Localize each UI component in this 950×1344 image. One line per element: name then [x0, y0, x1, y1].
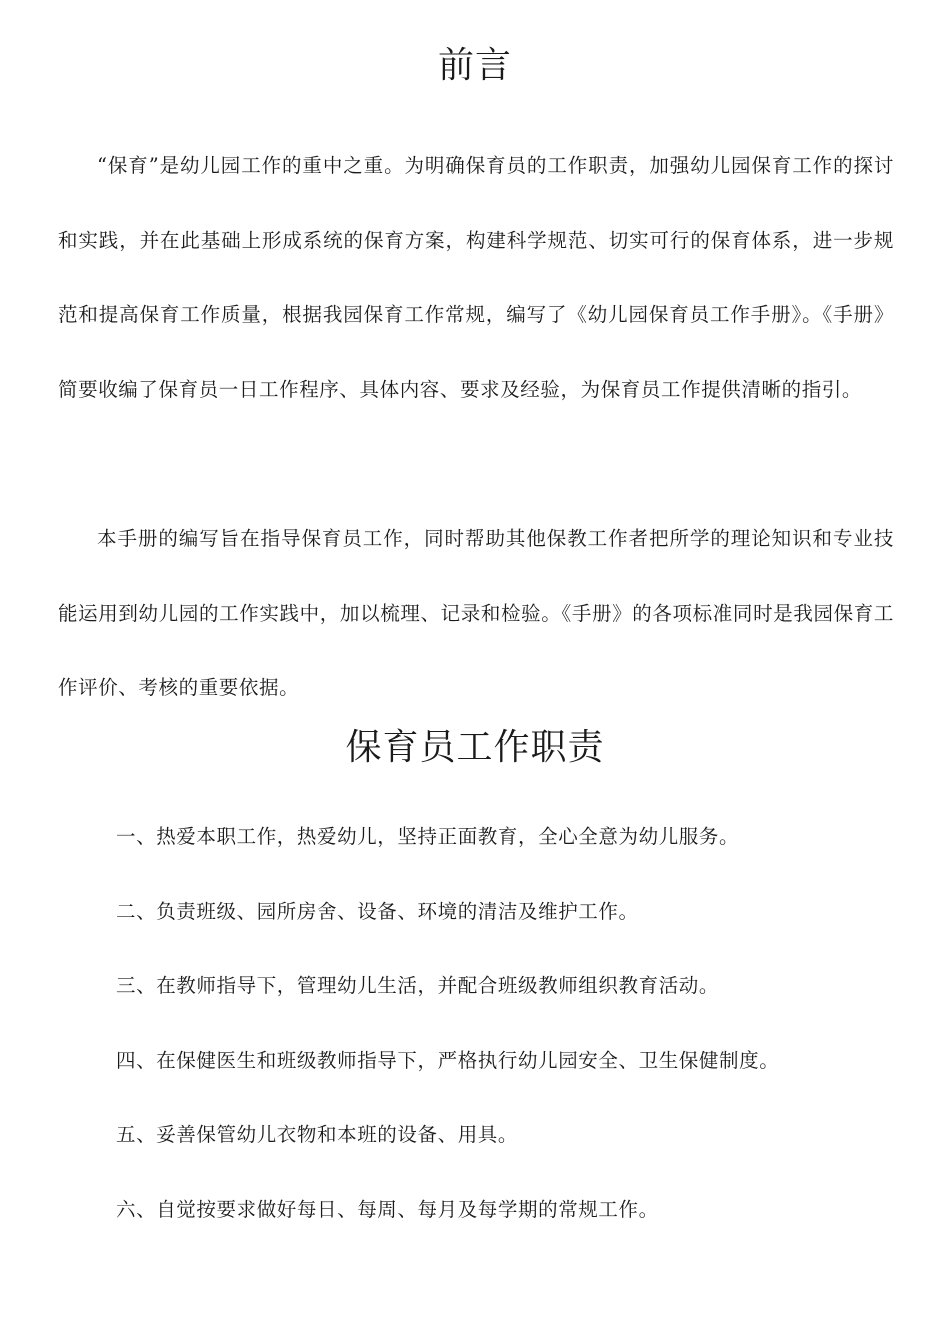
preface-paragraph-2: 本手册的编写旨在指导保育员工作，同时帮助其他保教工作者把所学的理论知识和专业技能运用到幼儿园的工作实践中，加以梳理、记录和检验。《手册》的各项标准同时是我园保育工作评价、考核的重要依据。 [58, 527, 894, 699]
preface-paragraph-1: “保育”是幼儿园工作的重中之重。为明确保育员的工作职责，加强幼儿园保育工作的探讨和实践，并在此基础上形成系统的保育方案，构建科学规范、切实可行的保育体系，进一步规范和提高保育工作质量，根据我园保育工作常规，编写了《幼儿园保育员工作手册》。《手册》简要收编了保育员一日工作程序、具体内容、要求及经验，为保育员工作提供清晰的指引。 [58, 154, 894, 401]
preface-title: 前言 [437, 45, 512, 86]
duty-item-2: 二、负责班级、园所房舍、设备、环境的清洁及维护工作。 [116, 899, 639, 923]
duty-item-1: 一、热爱本职工作，热爱幼儿，坚持正面教育，全心全意为幼儿服务。 [116, 825, 740, 848]
duties-title: 保育员工作职责 [345, 727, 605, 768]
duty-item-4: 四、在保健医生和班级教师指导下，严格执行幼儿园安全、卫生保健制度。 [116, 1048, 780, 1072]
duty-item-5: 五、妥善保管幼儿衣物和本班的设备、用具。 [116, 1123, 519, 1146]
duties-list [116, 800, 916, 1247]
duty-item-3: 三、在教师指导下，管理幼儿生活，并配合班级教师组织教育活动。 [116, 974, 720, 997]
duty-item-6: 六、自觉按要求做好每日、每周、每月及每学期的常规工作。 [116, 1197, 659, 1221]
